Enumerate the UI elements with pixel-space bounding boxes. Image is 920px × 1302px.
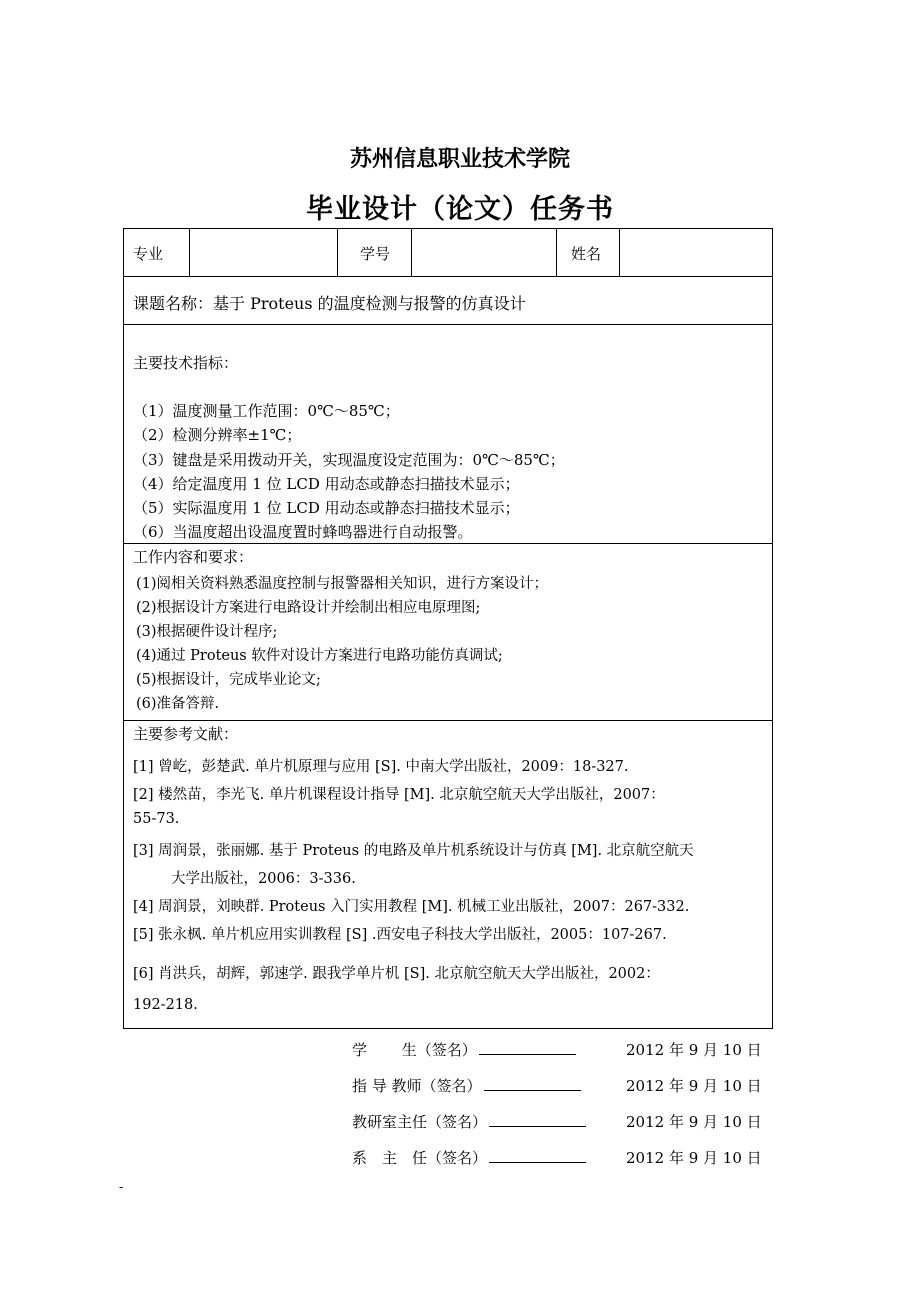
signature-label: 教研室主任（签名）	[352, 1113, 488, 1131]
tech-item: （1）温度测量工作范围：0℃～85℃；	[133, 402, 400, 420]
work-heading: 工作内容和要求：	[133, 548, 254, 566]
work-item: (4)通过 Proteus 软件对设计方案进行电路功能仿真调试;	[136, 648, 503, 664]
tech-item: （5）实际温度用 1 位 LCD 用动态或静态扫描技术显示；	[133, 499, 520, 517]
signature-date: 2012 年 9 月 10 日	[626, 1113, 762, 1131]
ref-line: [6] 肖洪兵，胡辉，郭速学. 跟我学单片机 [S]. 北京航空航天大学出版社，2002：	[133, 966, 660, 982]
work-item: (6)准备答辩.	[136, 696, 220, 712]
task-form-table	[123, 228, 773, 1029]
ref-line: [5] 张永枫. 单片机应用实训教程 [S] .西安电子科技大学出版社，2005：107-267.	[133, 927, 667, 943]
topic-row	[124, 277, 772, 325]
signature-line[interactable]	[479, 1040, 576, 1055]
name-label: 姓名	[571, 245, 602, 263]
ref-line: [4] 周润景，刘映群. Proteus 入门实用教程 [M]. 机械工业出版社，2007：267-332.	[133, 899, 690, 915]
major-label: 专业	[133, 245, 164, 263]
work-item: (1)阅相关资料熟悉温度控制与报警器相关知识，进行方案设计；	[136, 576, 549, 592]
signature-date: 2012 年 9 月 10 日	[626, 1149, 762, 1167]
signature-line[interactable]	[489, 1112, 586, 1127]
work-item: (5)根据设计，完成毕业论文;	[136, 672, 321, 688]
tech-section	[124, 325, 772, 544]
tech-item: （4）给定温度用 1 位 LCD 用动态或静态扫描技术显示；	[133, 475, 520, 493]
footer-mark: -	[119, 1180, 124, 1195]
signature-line[interactable]	[484, 1076, 581, 1091]
tech-heading: 主要技术指标：	[133, 354, 239, 372]
tech-item: （2）检测分辨率±1℃；	[133, 426, 302, 444]
tech-item: （3）键盘是采用拨动开关，实现温度设定范围为：0℃～85℃；	[133, 451, 565, 469]
references-section	[124, 721, 772, 1027]
document-title: 毕业设计（论文）任务书	[306, 194, 614, 225]
school-name: 苏州信息职业技术学院	[349, 147, 570, 172]
ref-line: [1] 曾屹，彭楚武. 单片机原理与应用 [S]. 中南大学出版社，2009：18-327.	[133, 759, 629, 775]
student-id-label: 学号	[360, 245, 391, 263]
signature-department-head	[352, 1111, 586, 1132]
signature-date: 2012 年 9 月 10 日	[626, 1077, 762, 1095]
signature-label: 学 生（签名）	[352, 1041, 477, 1059]
info-row	[124, 229, 772, 277]
signature-advisor	[352, 1075, 581, 1096]
signature-date: 2012 年 9 月 10 日	[626, 1041, 762, 1059]
work-item: (3)根据硬件设计程序;	[136, 624, 278, 640]
signature-label: 指 导 教师（签名）	[352, 1077, 482, 1095]
topic-title: 课题名称：基于 Proteus 的温度检测与报警的仿真设计	[133, 294, 526, 313]
ref-line: [3] 周润景，张丽娜. 基于 Proteus 的电路及单片机系统设计与仿真 [M]. 北京航空航天	[133, 843, 694, 859]
ref-line: 55-73.	[133, 811, 180, 827]
ref-line: 大学出版社，2006：3-336.	[171, 871, 356, 887]
signature-line[interactable]	[489, 1148, 586, 1163]
ref-line: 192-218.	[133, 997, 198, 1013]
ref-line: [2] 楼然苗，李光飞. 单片机课程设计指导 [M]. 北京航空航天大学出版社，2007：	[133, 787, 665, 803]
signature-label: 系 主 任（签名）	[352, 1149, 488, 1167]
tech-item: （6）当温度超出设温度置时蜂鸣器进行自动报警。	[133, 523, 473, 541]
signature-student	[352, 1039, 576, 1060]
signature-dean	[352, 1147, 586, 1168]
work-section	[124, 544, 772, 721]
refs-heading: 主要参考文献：	[133, 725, 239, 743]
work-item: (2)根据设计方案进行电路设计并绘制出相应电原理图;	[136, 600, 481, 616]
